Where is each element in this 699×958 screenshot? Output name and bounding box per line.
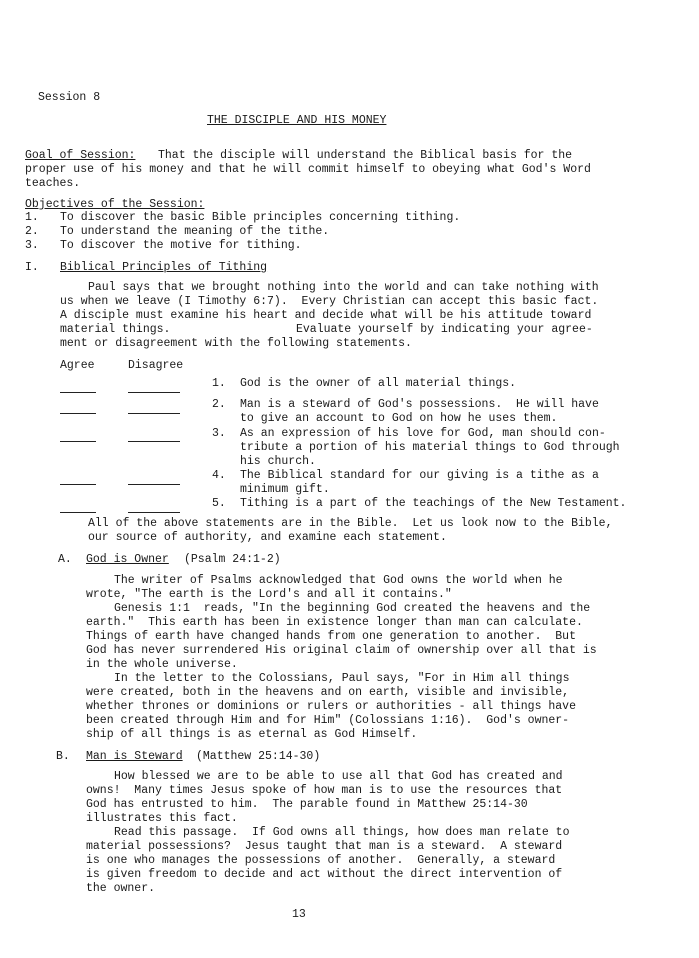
disagree-blank-4[interactable] xyxy=(128,484,180,485)
agree-blank-1[interactable] xyxy=(60,392,96,393)
agree-blank-2[interactable] xyxy=(60,413,96,414)
statement-text: Man is a steward of God's possessions. He will have xyxy=(240,398,599,411)
paragraph-line: God has entrusted to him. The parable found in Matthew 25:14-30 xyxy=(86,798,528,811)
objective-text: To discover the basic Bible principles concerning tithing. xyxy=(60,211,461,224)
session-label: Session 8 xyxy=(38,91,101,104)
agree-blank-5[interactable] xyxy=(60,512,96,513)
paragraph-line: material possessions? Jesus taught that man is a steward. A steward xyxy=(86,840,563,853)
paragraph-line: the owner. xyxy=(86,882,156,895)
goal-label: Goal of Session: xyxy=(25,149,136,162)
agree-blank-4[interactable] xyxy=(60,484,96,485)
paragraph-line: ship of all things is as eternal as God Himself. xyxy=(86,728,418,741)
subsection-letter: A. xyxy=(58,553,72,566)
objective-text: To understand the meaning of the tithe. xyxy=(60,225,330,238)
paragraph-line: God has never surrendered His original claim of ownership over all that is xyxy=(86,644,597,657)
paragraph-line: All of the above statements are in the Bible. Let us look now to the Bible, xyxy=(88,517,613,530)
statement-text: tribute a portion of his material things to God through xyxy=(240,441,620,454)
disagree-blank-3[interactable] xyxy=(128,441,180,442)
objective-text: To discover the motive for tithing. xyxy=(60,239,302,252)
paragraph-line: ment or disagreement with the following statements. xyxy=(60,337,412,350)
statement-number: 2. xyxy=(212,398,226,411)
objective-number: 3. xyxy=(25,239,39,252)
paragraph-line: is given freedom to decide and act without the direct intervention of xyxy=(86,868,563,881)
statement-text: his church. xyxy=(240,455,316,468)
goal-text: That the disciple will understand the Biblical basis for the xyxy=(158,149,573,162)
statement-text: As an expression of his love for God, man should con- xyxy=(240,427,606,440)
paragraph-line: earth." This earth has been in existence longer than man can calculate. xyxy=(86,616,583,629)
scripture-reference: (Psalm 24:1-2) xyxy=(184,553,281,566)
disagree-blank-1[interactable] xyxy=(128,392,180,393)
paragraph-line: were created, both in the heavens and on earth, visible and invisible, xyxy=(86,686,570,699)
statement-number: 1. xyxy=(212,377,226,390)
paragraph-line: us when we leave (I Timothy 6:7). Every Christian can accept this basic fact. xyxy=(60,295,599,308)
objective-number: 1. xyxy=(25,211,39,224)
statement-number: 4. xyxy=(212,469,226,482)
paragraph-line: In the letter to the Colossians, Paul says, "For in Him all things xyxy=(114,672,570,685)
paragraph-line: illustrates this fact. xyxy=(86,812,238,825)
agree-column-header: Agree xyxy=(60,359,95,372)
paragraph-line: owns! Many times Jesus spoke of how man is to use the resources that xyxy=(86,784,563,797)
paragraph-line: wrote, "The earth is the Lord's and all it contains." xyxy=(86,588,452,601)
scripture-reference: (Matthew 25:14-30) xyxy=(196,750,321,763)
disagree-column-header: Disagree xyxy=(128,359,184,372)
paragraph-line: whether thrones or dominions or rulers or authorities - all things have xyxy=(86,700,576,713)
subsection-letter: B. xyxy=(56,750,70,763)
statement-text: to give an account to God on how he uses them. xyxy=(240,412,558,425)
section-number: I. xyxy=(25,261,39,274)
paragraph-line: Read this passage. If God owns all things, how does man relate to xyxy=(114,826,570,839)
paragraph-line: is one who manages the possessions of another. Generally, a steward xyxy=(86,854,556,867)
paragraph-line: Evaluate yourself by indicating your agree- xyxy=(296,323,593,336)
paragraph-line: How blessed we are to be able to use all that God has created and xyxy=(114,770,563,783)
section-heading: Biblical Principles of Tithing xyxy=(60,261,268,274)
statement-text: Tithing is a part of the teachings of the New Testament. xyxy=(240,497,627,510)
statement-text: minimum gift. xyxy=(240,483,330,496)
subsection-heading: God is Owner xyxy=(86,553,169,566)
paragraph-line: material things. xyxy=(60,323,171,336)
paragraph-line: The writer of Psalms acknowledged that God owns the world when he xyxy=(114,574,563,587)
agree-blank-3[interactable] xyxy=(60,441,96,442)
statement-number: 5. xyxy=(212,497,226,510)
goal-text: proper use of his money and that he will commit himself to obeying what God's Word xyxy=(25,163,591,176)
paragraph-line: Genesis 1:1 reads, "In the beginning God created the heavens and the xyxy=(114,602,591,615)
paragraph-line: Paul says that we brought nothing into the world and can take nothing with xyxy=(88,281,599,294)
disagree-blank-2[interactable] xyxy=(128,413,180,414)
paragraph-line: in the whole universe. xyxy=(86,658,238,671)
statement-text: God is the owner of all material things. xyxy=(240,377,517,390)
paragraph-line: been created through Him and for Him" (Colossians 1:16). God's owner- xyxy=(86,714,570,727)
objectives-heading: Objectives of the Session: xyxy=(25,198,205,211)
page-title: THE DISCIPLE AND HIS MONEY xyxy=(207,114,387,127)
paragraph-line: Things of earth have changed hands from one generation to another. But xyxy=(86,630,576,643)
statement-text: The Biblical standard for our giving is a tithe as a xyxy=(240,469,599,482)
paragraph-line: our source of authority, and examine each statement. xyxy=(88,531,447,544)
statement-number: 3. xyxy=(212,427,226,440)
subsection-heading: Man is Steward xyxy=(86,750,183,763)
paragraph-line: A disciple must examine his heart and decide what will be his attitude toward xyxy=(60,309,592,322)
disagree-blank-5[interactable] xyxy=(128,512,180,513)
page-number: 13 xyxy=(292,908,306,921)
objective-number: 2. xyxy=(25,225,39,238)
goal-text: teaches. xyxy=(25,177,81,190)
